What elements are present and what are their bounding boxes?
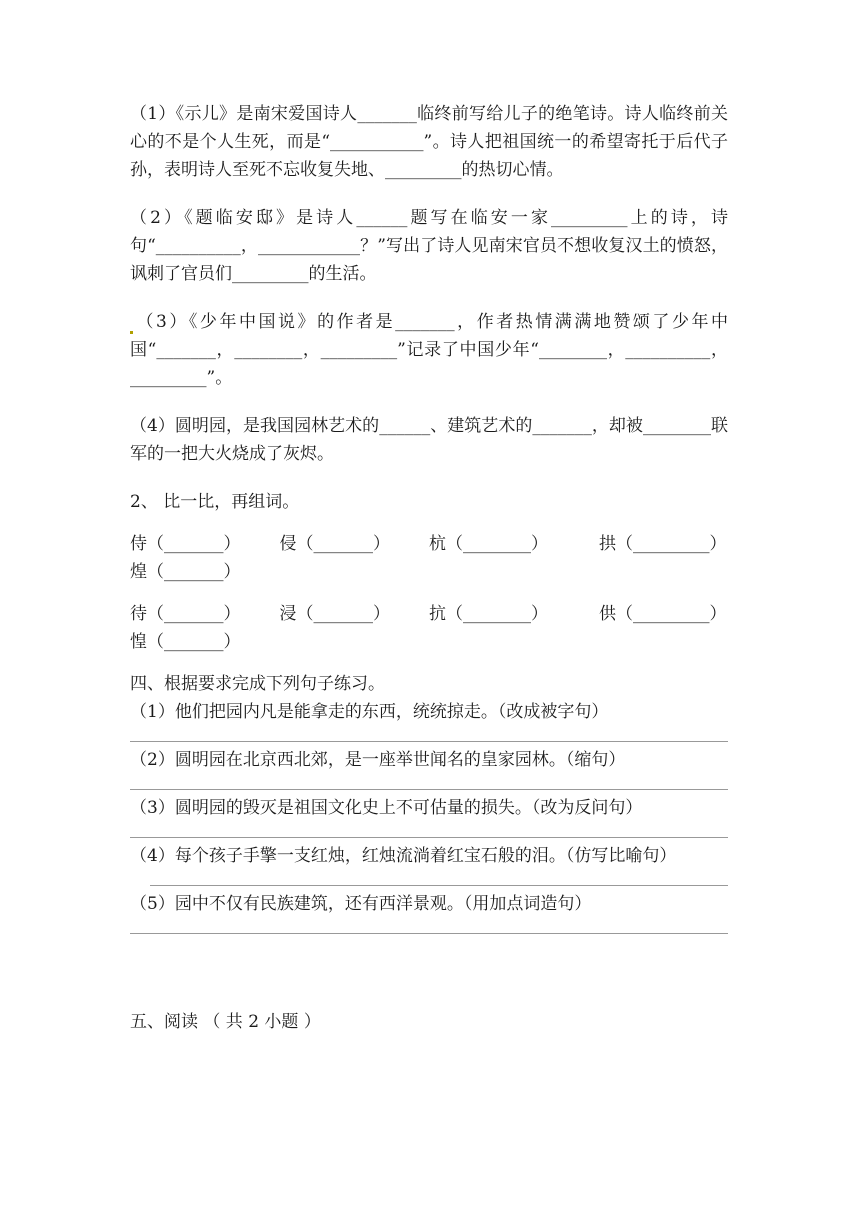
word-cell: 供（_________）	[599, 604, 727, 624]
fill-blank-question-4: （4）圆明园，是我国园林艺术的______、建筑艺术的_______，却被________联军的一把大火烧成了灰烬。	[130, 416, 728, 464]
compare-row-1	[130, 530, 728, 586]
answer-line	[130, 918, 728, 934]
fill-blank-question-1: （1）《示儿》是南宋爱国诗人_______临终前写给儿子的绝笔诗。诗人临终前关心的不是个人生死，而是“___________”。诗人把祖国统一的希望寄托于后代子孙，表明诗人至死不忘收复失地、_________的热切心情。	[130, 104, 728, 180]
word-cell: 浸（_______）	[279, 604, 390, 624]
word-cell: 拱（_________）	[599, 534, 727, 554]
sentence-question-4: （4）每个孩子手擎一支红烛，红烛流淌着红宝石般的泪。（仿写比喻句）	[130, 846, 677, 866]
section-4-heading: 四、根据要求完成下列句子练习。	[130, 674, 385, 694]
answer-line	[130, 726, 728, 742]
word-cell: 煌（_______）	[130, 562, 241, 582]
word-cell: 抗（________）	[429, 604, 548, 624]
answer-line	[130, 822, 728, 838]
word-cell: 待（_______）	[130, 604, 241, 624]
sentence-question-2: （2）圆明园在北京西北郊，是一座举世闻名的皇家园林。（缩句）	[130, 750, 626, 770]
word-cell: 杭（________）	[429, 534, 548, 554]
stray-mark	[130, 331, 133, 334]
sentence-question-5: （5）园中不仅有民族建筑，还有西洋景观。（用加点词造句）	[130, 894, 592, 914]
word-cell: 惶（_______）	[130, 632, 241, 652]
answer-line	[130, 774, 728, 790]
section-5-heading: 五、阅读 （ 共 2 小题 ）	[130, 1012, 321, 1032]
worksheet-page	[130, 100, 728, 1046]
word-cell: 侍（_______）	[130, 534, 241, 554]
fill-blank-question-3: （3）《少年中国说》的作者是_______，作者热情满满地赞颂了少年中国“_______，________，_________”记录了中国少年“________，__________，_________”。	[130, 312, 728, 388]
compare-heading: 2、 比一比，再组词。	[130, 492, 300, 512]
fill-blank-question-2: （2）《题临安邸》是诗人______题写在临安一家_________上的诗，诗句“__________，____________？”写出了诗人见南宋官员不想收复汉土的愤怒，讽刺了官员们_________的生活。	[130, 208, 728, 284]
word-cell: 侵（_______）	[279, 534, 390, 554]
answer-line	[150, 870, 728, 886]
sentence-question-3: （3）圆明园的毁灭是祖国文化史上不可估量的损失。（改为反问句）	[130, 798, 643, 818]
sentence-question-1: （1）他们把园内凡是能拿走的东西，统统掠走。（改成被字句）	[130, 702, 609, 722]
compare-row-2	[130, 600, 728, 656]
